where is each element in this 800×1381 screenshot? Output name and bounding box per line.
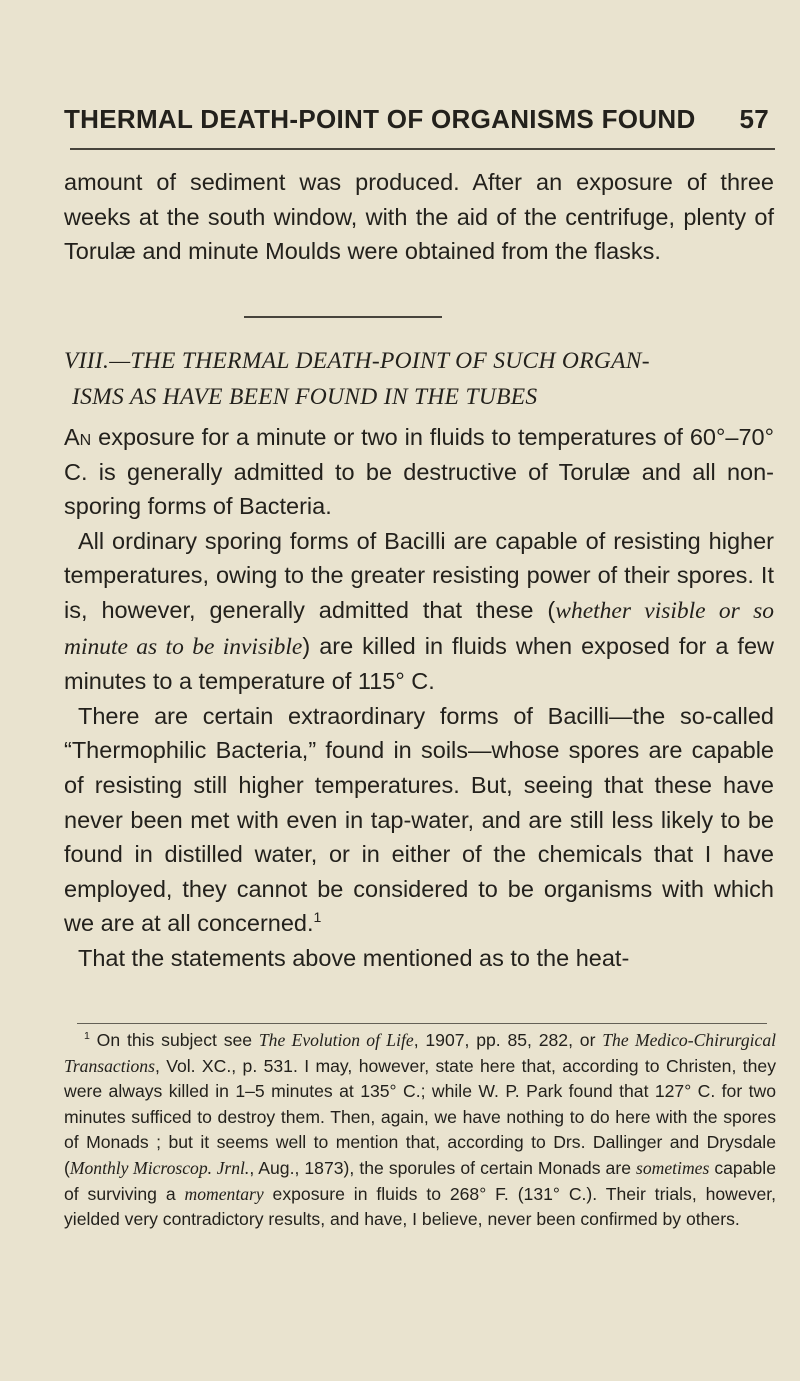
footnote-t1: On this subject see [89, 1030, 259, 1050]
paragraph-3-text-a: All ordinary sporing forms of Bacilli are capable of resisting higher temperatures, owing to the greater resisting power of their spores. It is, however, generally admitted that these ( [64, 527, 774, 623]
page-number: 57 [739, 104, 769, 134]
footnote-t4: , Aug., 1873), the sporules of certain Monads are [249, 1157, 637, 1178]
footnote-t5: capable of surviving a [64, 1157, 776, 1204]
footnote-t2: , 1907, pp. 85, 282, or [413, 1030, 603, 1050]
paragraph-2-lead: An [64, 424, 92, 450]
footnote-text [64, 1028, 776, 1233]
footnote-marker: 1 [84, 1030, 90, 1043]
footnote-rule [77, 1023, 767, 1024]
paragraph-3-text-b: ) are killed in fluids when exposed for a few minutes to a temperature of 115° C. [64, 632, 774, 695]
paragraph-1 [64, 165, 774, 269]
footnote-citation-2: The Medico-Chirurgical Transactions [64, 1030, 777, 1076]
footnote-reference[interactable]: 1 [313, 909, 322, 926]
paragraph-1-text: amount of sediment was produced. After an exposure of three weeks at the south window, with the aid of the centrifuge, plenty of Torulæ and minute Moulds were obtained from the flasks. [64, 169, 774, 265]
paragraph-2-text: exposure for a minute or two in fluids to temperatures of 60°–70° C. is generally admitted to be destructive of Torulæ and all non-sporing forms of Bacteria. [64, 424, 774, 520]
footnote-t3: , Vol. XC., p. 531. I may, however, state here that, according to Christen, they were always killed in 1–5 minutes at 135° C.; while W. P. Park found that 127° C. for two minutes sufficed to destroy them. Then, again, we have nothing to do here with the spores of Monads ; but it seems well to mention that, according to Drs. Dallinger and Drysdale ( [64, 1055, 776, 1178]
paragraph-5: That the statements above mentioned as to the heat- [78, 944, 630, 971]
footnote-t6: exposure in fluids to 268° F. (131° C.). Their trials, however, yielded very contradictory results, and have, I believe, never been confirmed by others. [64, 1183, 777, 1230]
section-divider [244, 316, 442, 318]
paragraph-2 [64, 420, 774, 524]
footnote-citation-1: The Evolution of Life [258, 1030, 414, 1050]
header-rule [70, 148, 775, 150]
section-heading [64, 343, 774, 415]
running-title: THERMAL DEATH-POINT OF ORGANISMS FOUND [64, 104, 696, 134]
footnote-emphasis-2: momentary [184, 1183, 264, 1204]
footnote-emphasis-1: sometimes [636, 1157, 710, 1178]
section-heading-line-2: ISMS AS HAVE BEEN FOUND IN THE TUBES [72, 384, 538, 410]
footnote [64, 1028, 776, 1233]
running-header [64, 104, 769, 135]
section-heading-line-1: VIII.—THE THERMAL DEATH-POINT OF SUCH ORGAN- [64, 348, 650, 374]
paragraph-3 [64, 524, 774, 699]
paragraph-3-italic: whether visible or so minute as to be invisible [64, 597, 774, 660]
main-body [64, 420, 774, 976]
paragraph-4 [64, 699, 774, 941]
footnote-citation-3: Monthly Microscop. Jrnl. [69, 1157, 250, 1178]
paragraph-4-text: There are certain extraordinary forms of Bacilli—the so-called “Thermophilic Bacteria,” found in soils—whose spores are capable of resisting still higher temperatures. But, seeing that these have never been met with even in tap-water, and are still less likely to be found in distilled water, or in either of the chemicals that I have employed, they cannot be considered to be organisms with which we are at all concerned. [64, 702, 774, 937]
